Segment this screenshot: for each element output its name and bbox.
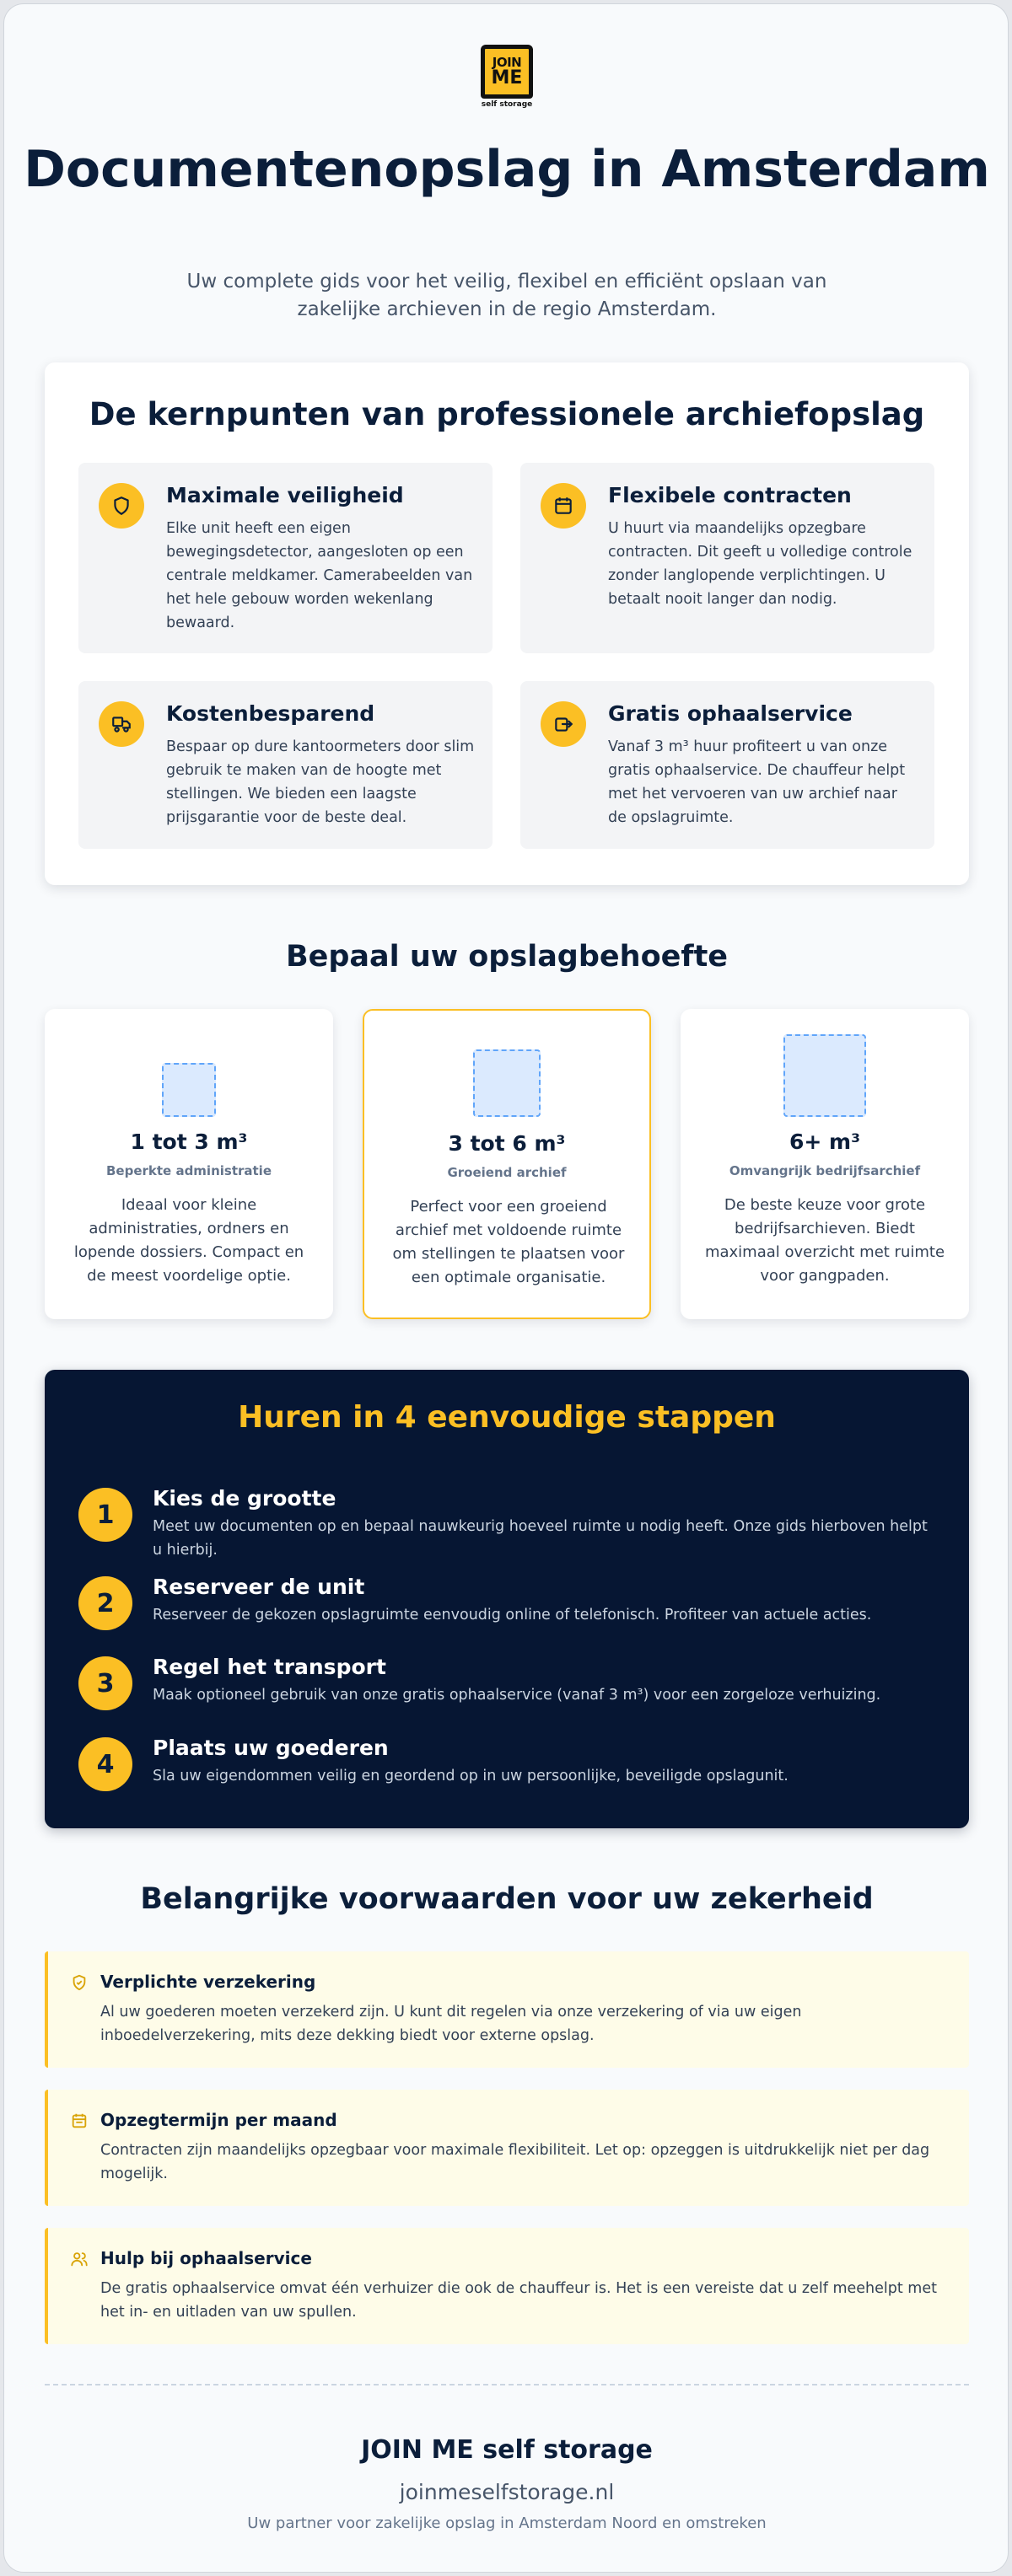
key-point-title: Gratis ophaalservice <box>608 701 853 726</box>
condition-title: Hulp bij ophaalservice <box>100 2248 312 2268</box>
key-points-card <box>45 362 969 885</box>
calendar-icon <box>70 2112 89 2130</box>
condition-title: Opzegtermijn per maand <box>100 2110 337 2130</box>
size-title: 6+ m³ <box>789 1130 861 1154</box>
condition-text: De gratis ophaalservice omvat één verhuizer die ook de chauffeur is. Het is een vereiste dat u zelf meehelpt met het in- en uitladen van uw spullen. <box>100 2280 937 2321</box>
step-text: Maak optioneel gebruik van onze gratis ophaalservice (vanaf 3 m³) voor een zorgeloze verhuizing. <box>153 1687 881 1704</box>
steps-panel <box>45 1370 969 1828</box>
footer-tagline: Uw partner voor zakelijke opslag in Amsterdam Noord en omstreken <box>247 2514 767 2532</box>
key-point-text: Vanaf 3 m³ huur profiteert u van onze gratis ophaalservice. De chauffeur helpt met het vervoeren van uw archief naar de opslagruimte. <box>608 738 906 826</box>
size-subtitle: Beperkte administratie <box>105 1163 272 1178</box>
page-title: Documentenopslag in Amsterdam <box>24 140 990 199</box>
key-point-text: Elke unit heeft een eigen bewegingsdetector, aangesloten op een centrale meldkamer. Camerabeelden van het hele gebouw worden wekenlang bewaard. <box>166 520 473 631</box>
key-point-savings <box>78 681 493 849</box>
step-title: Reserveer de unit <box>153 1575 365 1599</box>
shield-check-icon <box>70 1973 89 1992</box>
step-title: Regel het transport <box>153 1655 386 1679</box>
key-point-title: Kostenbesparend <box>166 701 375 726</box>
condition-insurance <box>45 1951 969 2068</box>
shield-icon <box>99 483 144 529</box>
step-text: Reserveer de gekozen opslagruimte eenvoudig online of telefonisch. Profiteer van actuele acties. <box>153 1607 872 1623</box>
logo-subtitle: self storage <box>481 100 533 109</box>
size-card-small[interactable] <box>45 1009 333 1319</box>
step-title: Plaats uw goederen <box>153 1736 389 1760</box>
size-title: 3 tot 6 m³ <box>448 1131 566 1156</box>
condition-notice <box>45 2090 969 2206</box>
step-text: Sla uw eigendommen veilig en geordend op in uw persoonlijke, beveiligde opslagunit. <box>153 1768 789 1784</box>
key-point-pickup <box>520 681 934 849</box>
logo-mark <box>481 45 533 99</box>
size-subtitle: Groeiend archief <box>447 1165 567 1180</box>
key-point-title: Flexibele contracten <box>608 483 852 507</box>
users-icon <box>70 2250 89 2268</box>
condition-text: Al uw goederen moeten verzekerd zijn. U kunt dit regelen via onze verzekering of via uw eigen inboedelverzekering, mits deze dekking biedt voor externe opslag. <box>100 2004 802 2044</box>
share-icon <box>541 701 586 747</box>
step-text: Meet uw documenten op en bepaal nauwkeurig hoeveel ruimte u nodig heeft. Onze gids hierboven helpt u hierbij. <box>153 1518 928 1559</box>
step-number: 3 <box>78 1656 132 1710</box>
condition-text: Contracten zijn maandelijks opzegbaar voor maximale flexibiliteit. Let op: opzeggen is uitdrukkelijk niet per dag mogelijk. <box>100 2142 930 2182</box>
size-text: Ideaal voor kleine administraties, ordners en lopende dossiers. Compact en de meest voordelige optie. <box>73 1196 304 1285</box>
logo-line1: JOIN <box>492 54 522 70</box>
size-visual <box>473 1049 541 1117</box>
step-number: 4 <box>78 1737 132 1791</box>
key-point-title: Maximale veiligheid <box>166 483 404 507</box>
size-visual <box>783 1034 866 1117</box>
size-card-medium[interactable] <box>363 1009 651 1319</box>
size-card-large[interactable] <box>681 1009 969 1319</box>
size-text: Perfect voor een groeiend archief met voldoende ruimte om stellingen te plaatsen voor een optimale organisatie. <box>392 1198 625 1286</box>
step-number: 1 <box>78 1488 132 1542</box>
needs-title: Bepaal uw opslagbehoefte <box>285 940 729 974</box>
infographic-page <box>3 3 1009 2573</box>
calendar-icon <box>541 483 586 529</box>
size-subtitle: Omvangrijk bedrijfsarchief <box>729 1163 921 1178</box>
footer-divider <box>45 2384 969 2385</box>
savings-icon <box>99 701 144 747</box>
key-point-text: U huurt via maandelijks opzegbare contracten. Dit geeft u volledige controle zonder langlopende verplichtingen. U betaalt nooit langer dan nodig. <box>608 520 912 608</box>
size-text: De beste keuze voor grote bedrijfsarchieven. Biedt maximaal overzicht met ruimte voor gangpaden. <box>704 1196 945 1285</box>
step-number: 2 <box>78 1576 132 1630</box>
key-points-title: De kernpunten van professionele archiefopslag <box>89 396 925 432</box>
logo-line2: ME <box>491 67 523 89</box>
condition-title: Verplichte verzekering <box>100 1972 316 1992</box>
key-point-text: Bespaar op dure kantoormeters door slim gebruik te maken van de hoogte met stellingen. We bieden een laagste prijsgarantie voor de beste deal. <box>166 738 475 826</box>
step-title: Kies de grootte <box>153 1486 336 1511</box>
page-subtitle: Uw complete gids voor het veilig, flexibel en efficiënt opslaan van zakelijke archieven in de regio Amsterdam. <box>186 271 827 320</box>
brand-logo[interactable] <box>481 45 533 114</box>
size-visual <box>162 1063 216 1117</box>
footer-website-link[interactable]: joinmeselfstorage.nl <box>399 2480 615 2504</box>
key-point-security <box>78 463 493 653</box>
size-title: 1 tot 3 m³ <box>130 1130 248 1154</box>
condition-pickup-help <box>45 2228 969 2344</box>
steps-title: Huren in 4 eenvoudige stappen <box>238 1400 776 1435</box>
key-point-contracts <box>520 463 934 653</box>
footer-company-name: JOIN ME self storage <box>361 2435 653 2465</box>
conditions-title: Belangrijke voorwaarden voor uw zekerheid <box>140 1882 874 1916</box>
